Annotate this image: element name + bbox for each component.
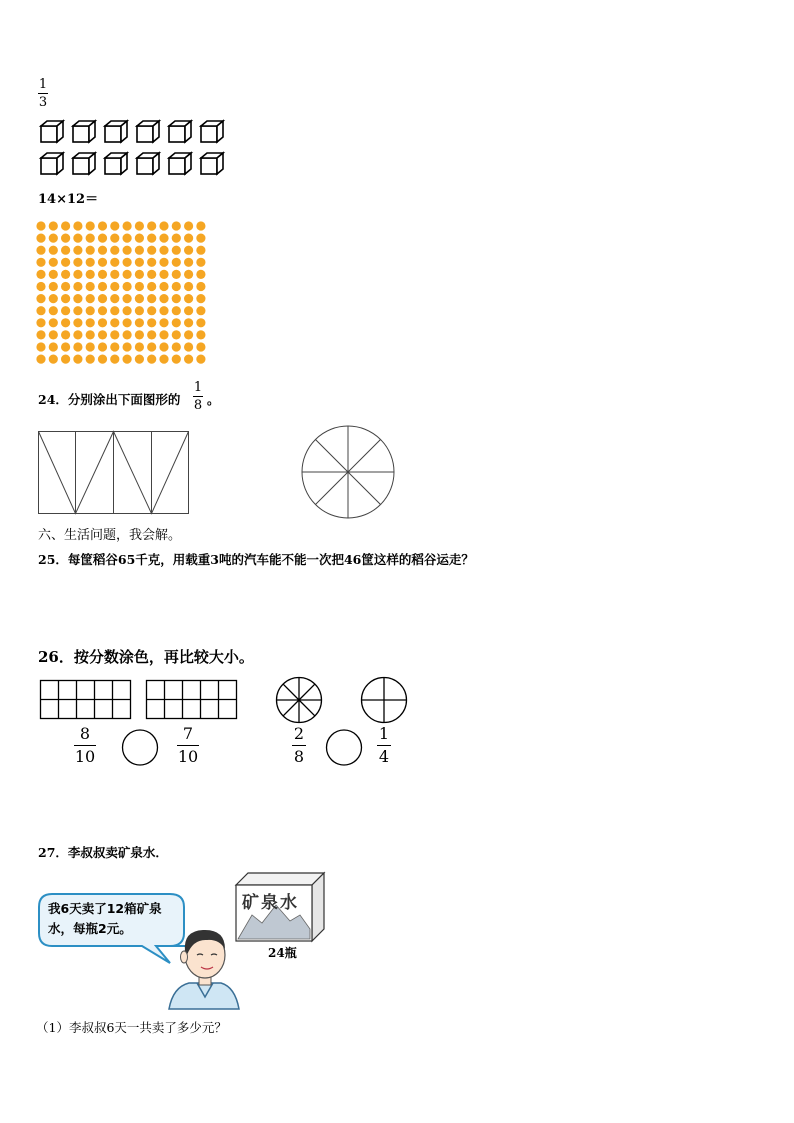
question-25: 25．每筐稻谷65千克，用载重3吨的汽车能不能一次把46筐这样的稻谷运走？ (38, 552, 474, 567)
sector-line (283, 684, 299, 700)
dot (184, 234, 193, 243)
dot (73, 330, 82, 339)
dot (135, 221, 144, 230)
dot (36, 234, 45, 243)
dot-array (36, 220, 216, 370)
dot (184, 306, 193, 315)
dot (159, 270, 168, 279)
dot (73, 258, 82, 267)
grid-tenths-2 (146, 680, 238, 722)
dot (147, 221, 156, 230)
dot (135, 258, 144, 267)
dot (184, 270, 193, 279)
fraction-2-8 (292, 726, 306, 765)
dot (36, 282, 45, 291)
fraction-bar (177, 745, 199, 746)
dot (123, 330, 132, 339)
dot (73, 355, 82, 364)
dot (110, 306, 119, 315)
fraction-numerator: 7 (182, 724, 194, 743)
dot (147, 294, 156, 303)
q24-text: 24．分别涂出下面图形的 (38, 392, 181, 407)
dot (196, 282, 205, 291)
fraction-1-4 (377, 726, 391, 765)
dot (135, 342, 144, 351)
question-27-1: （1）李叔叔6天一共卖了多少元？ (36, 1020, 227, 1035)
dot (36, 342, 45, 351)
dot (61, 246, 70, 255)
dot (172, 330, 181, 339)
dot (86, 234, 95, 243)
sector-line (299, 684, 315, 700)
dot (49, 282, 58, 291)
dot (86, 306, 95, 315)
dot (196, 294, 205, 303)
dot (73, 282, 82, 291)
dot (49, 330, 58, 339)
fraction-8-10 (74, 726, 96, 765)
dot (123, 282, 132, 291)
fraction-numerator: 1 (378, 724, 390, 743)
cube-icon (137, 153, 159, 174)
sector-line (348, 472, 381, 505)
dot (73, 306, 82, 315)
cube-icon (201, 153, 223, 174)
dot (98, 258, 107, 267)
dot (36, 306, 45, 315)
sector-line (299, 700, 315, 716)
dot (123, 246, 132, 255)
dot (196, 270, 205, 279)
dot (159, 258, 168, 267)
box-count: 24瓶 (268, 946, 297, 960)
dot (98, 246, 107, 255)
dot (147, 306, 156, 315)
dot (172, 355, 181, 364)
dot (86, 342, 95, 351)
dot (73, 318, 82, 327)
dot (123, 294, 132, 303)
dot (110, 221, 119, 230)
circle-eighths (300, 425, 396, 521)
dot (110, 270, 119, 279)
dot (147, 342, 156, 351)
dot (110, 294, 119, 303)
dot (86, 355, 95, 364)
dot (110, 330, 119, 339)
sector-line (348, 439, 381, 472)
cube-icon (41, 121, 63, 142)
fraction-denominator: 3 (38, 95, 48, 110)
dot (172, 258, 181, 267)
section-6-title: 六、生活问题，我会解。 (38, 528, 182, 543)
dot (73, 342, 82, 351)
dot (61, 306, 70, 315)
dot (61, 355, 70, 364)
cube-icon (73, 153, 95, 174)
dot (172, 294, 181, 303)
dot (172, 221, 181, 230)
dot (61, 282, 70, 291)
dot (36, 330, 45, 339)
dot (98, 221, 107, 230)
dot (49, 318, 58, 327)
dot (73, 234, 82, 243)
question-26: 26．按分数涂色，再比较大小。 (38, 648, 254, 666)
dot (184, 258, 193, 267)
dot (184, 246, 193, 255)
sector-line (283, 700, 299, 716)
question-24 (38, 390, 180, 408)
dot (49, 246, 58, 255)
dot (172, 282, 181, 291)
dot (86, 282, 95, 291)
dot (196, 330, 205, 339)
fraction-bar (74, 745, 96, 746)
dot (172, 234, 181, 243)
dot (159, 234, 168, 243)
dot (86, 270, 95, 279)
dot (196, 221, 205, 230)
fraction-numerator: 1 (193, 380, 203, 395)
dot (123, 221, 132, 230)
dot (159, 306, 168, 315)
dot (98, 318, 107, 327)
dot (61, 234, 70, 243)
dot (135, 355, 144, 364)
dot (135, 270, 144, 279)
dot (123, 355, 132, 364)
dot (98, 294, 107, 303)
zigzag-rectangle (38, 431, 190, 515)
dot (147, 282, 156, 291)
dot (49, 234, 58, 243)
dot (98, 282, 107, 291)
dot (172, 306, 181, 315)
dot (61, 258, 70, 267)
dot (135, 306, 144, 315)
dot (98, 270, 107, 279)
fraction-denominator: 8 (193, 398, 203, 413)
dot (184, 282, 193, 291)
dot (196, 355, 205, 364)
cube-grid (40, 120, 240, 180)
dot (147, 234, 156, 243)
dot (61, 294, 70, 303)
dot (123, 306, 132, 315)
dot (184, 330, 193, 339)
dot (147, 318, 156, 327)
dot (110, 342, 119, 351)
dot (123, 318, 132, 327)
dot (196, 342, 205, 351)
fraction-bar (38, 93, 48, 94)
dot (73, 294, 82, 303)
dot (172, 246, 181, 255)
dot (36, 355, 45, 364)
dot (135, 246, 144, 255)
cube-icon (73, 121, 95, 142)
circle-eighths-q26 (275, 677, 325, 727)
fraction-denominator: 10 (74, 747, 96, 766)
man-illustration (165, 925, 245, 1010)
fraction-denominator: 8 (293, 747, 305, 766)
dot (110, 234, 119, 243)
dot (147, 355, 156, 364)
fraction-denominator: 10 (177, 747, 199, 766)
box-label: 矿泉水 (242, 893, 299, 913)
compare-circle-1[interactable] (121, 729, 161, 769)
dot (159, 282, 168, 291)
dot (110, 355, 119, 364)
dot (36, 246, 45, 255)
dot (159, 246, 168, 255)
dot (135, 234, 144, 243)
cube-icon (105, 121, 127, 142)
dot (98, 342, 107, 351)
fraction-one-third (38, 78, 48, 109)
dot (172, 342, 181, 351)
dot (147, 258, 156, 267)
dot (135, 318, 144, 327)
cube-icon (169, 153, 191, 174)
dot (110, 258, 119, 267)
dot (98, 234, 107, 243)
dot (196, 246, 205, 255)
dot (86, 258, 95, 267)
fraction-bar (377, 745, 391, 746)
fraction-7-10 (177, 726, 199, 765)
fraction-numerator: 8 (79, 724, 91, 743)
dot (135, 330, 144, 339)
dot (159, 294, 168, 303)
dot (73, 246, 82, 255)
speech-text: 我6天卖了12箱矿泉水，每瓶2元。 (48, 901, 162, 936)
compare-circle-2[interactable] (325, 729, 365, 769)
dot (36, 221, 45, 230)
dot (86, 330, 95, 339)
dot (110, 318, 119, 327)
dot (159, 342, 168, 351)
dot (98, 355, 107, 364)
dot (61, 318, 70, 327)
dot (36, 294, 45, 303)
dot (49, 270, 58, 279)
fraction-numerator: 2 (293, 724, 305, 743)
dot (98, 306, 107, 315)
dot (49, 294, 58, 303)
cube-icon (201, 121, 223, 142)
dot (123, 342, 132, 351)
dot (61, 221, 70, 230)
dot (147, 330, 156, 339)
dot (196, 318, 205, 327)
dot (86, 221, 95, 230)
dot (110, 282, 119, 291)
cube-icon (41, 153, 63, 174)
q24-fraction (193, 381, 203, 412)
dot (159, 221, 168, 230)
dot (196, 234, 205, 243)
dot (49, 221, 58, 230)
cube-icon (169, 121, 191, 142)
dot (147, 246, 156, 255)
fraction-numerator: 1 (38, 77, 48, 92)
dot (49, 355, 58, 364)
grid-tenths-1 (40, 680, 132, 722)
dot (36, 258, 45, 267)
dot (36, 318, 45, 327)
dot (184, 355, 193, 364)
dot (61, 270, 70, 279)
dot (86, 294, 95, 303)
dot (98, 330, 107, 339)
dot (123, 270, 132, 279)
dot (49, 258, 58, 267)
dot (110, 246, 119, 255)
sector-line (315, 472, 348, 505)
dot (147, 270, 156, 279)
dot (123, 258, 132, 267)
fraction-denominator: 4 (378, 747, 390, 766)
dot (73, 270, 82, 279)
fraction-bar (292, 745, 306, 746)
dot (123, 234, 132, 243)
dot (159, 318, 168, 327)
cube-icon (105, 153, 127, 174)
dot (196, 258, 205, 267)
dot (184, 294, 193, 303)
dot (184, 318, 193, 327)
dot (172, 318, 181, 327)
dot (196, 306, 205, 315)
cube-icon (137, 121, 159, 142)
dot (73, 221, 82, 230)
dot (135, 294, 144, 303)
question-27: 27．李叔叔卖矿泉水． (38, 845, 168, 860)
dot (49, 306, 58, 315)
dot (172, 270, 181, 279)
dot (159, 355, 168, 364)
q24-period: 。 (207, 392, 220, 407)
circle-quarters-q26 (360, 677, 410, 727)
dot (86, 318, 95, 327)
sector-line (315, 439, 348, 472)
dot (86, 246, 95, 255)
dot (184, 342, 193, 351)
dot (49, 342, 58, 351)
dot (61, 330, 70, 339)
dot (135, 282, 144, 291)
dot (159, 330, 168, 339)
dot (36, 270, 45, 279)
multiplication-expression: 14×12＝ (38, 192, 99, 207)
dot (61, 342, 70, 351)
dot (184, 221, 193, 230)
fraction-bar (193, 396, 203, 397)
